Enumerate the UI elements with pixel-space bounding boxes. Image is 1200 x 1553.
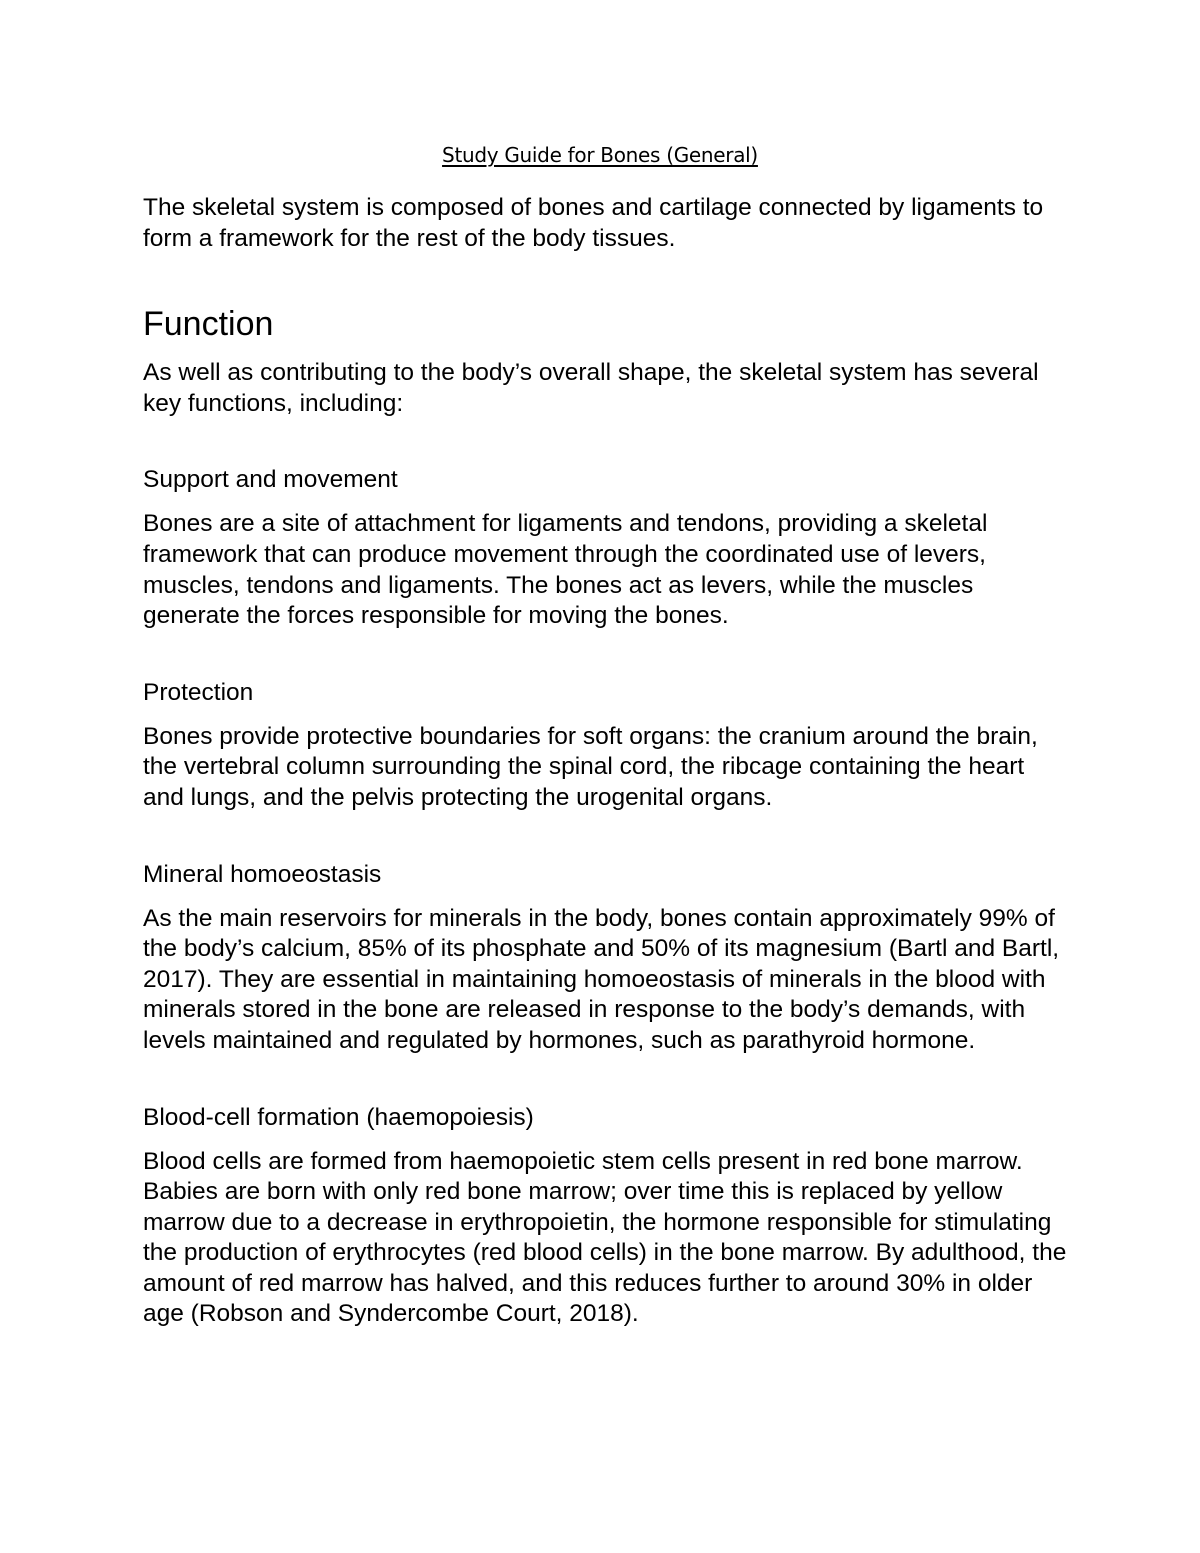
section-heading-function: Function xyxy=(143,305,274,344)
paragraph-blood-cell-formation: Blood cells are formed from haemopoietic stem cells present in red bone marrow. Babies are born with only red bone marrow; over time this is replaced by yellow marrow due to a decrease in erythropoietin, the hormone responsible for stimulating the production of erythrocytes (red blood cells) in the bone marrow. By adulthood, the amount of red marrow has halved, and this reduces further to around 30% in older age (Robson and Syndercombe Court, 2018). xyxy=(143,1147,1067,1328)
intro-paragraph: The skeletal system is composed of bones and cartilage connected by ligaments to form a framework for the rest of the body tissues. xyxy=(143,194,1044,252)
document-title: Study Guide for Bones (General) xyxy=(442,143,758,167)
paragraph-protection: Bones provide protective boundaries for soft organs: the cranium around the brain, the vertebral column surrounding the spinal cord, the ribcage containing the heart and lungs, and the pelvis protecting the urogenital organs. xyxy=(143,722,1038,811)
paragraph-mineral-homoeostasis: As the main reservoirs for minerals in the body, bones contain approximately 99% of the body’s calcium, 85% of its phosphate and 50% of its magnesium (Bartl and Bartl, 2017). They are essential in maintaining homoeostasis of minerals in the blood with minerals stored in the bone are released in response to the body’s demands, with levels maintained and regulated by hormones, such as parathyroid hormone. xyxy=(143,904,1060,1054)
document-body xyxy=(143,193,1068,1330)
subheading-protection: Protection xyxy=(143,678,254,706)
subheading-mineral-homoeostasis: Mineral homoeostasis xyxy=(143,860,382,888)
subheading-support-movement: Support and movement xyxy=(143,466,398,494)
section-intro-paragraph: As well as contributing to the body’s overall shape, the skeletal system has several key functions, including: xyxy=(143,359,1039,417)
subheading-blood-cell-formation: Blood-cell formation (haemopoiesis) xyxy=(143,1103,534,1131)
paragraph-support-movement: Bones are a site of attachment for ligaments and tendons, providing a skeletal framework that can produce movement through the coordinated use of levers, muscles, tendons and ligaments. The bones act as levers, while the muscles generate the forces responsible for moving the bones. xyxy=(143,510,988,630)
